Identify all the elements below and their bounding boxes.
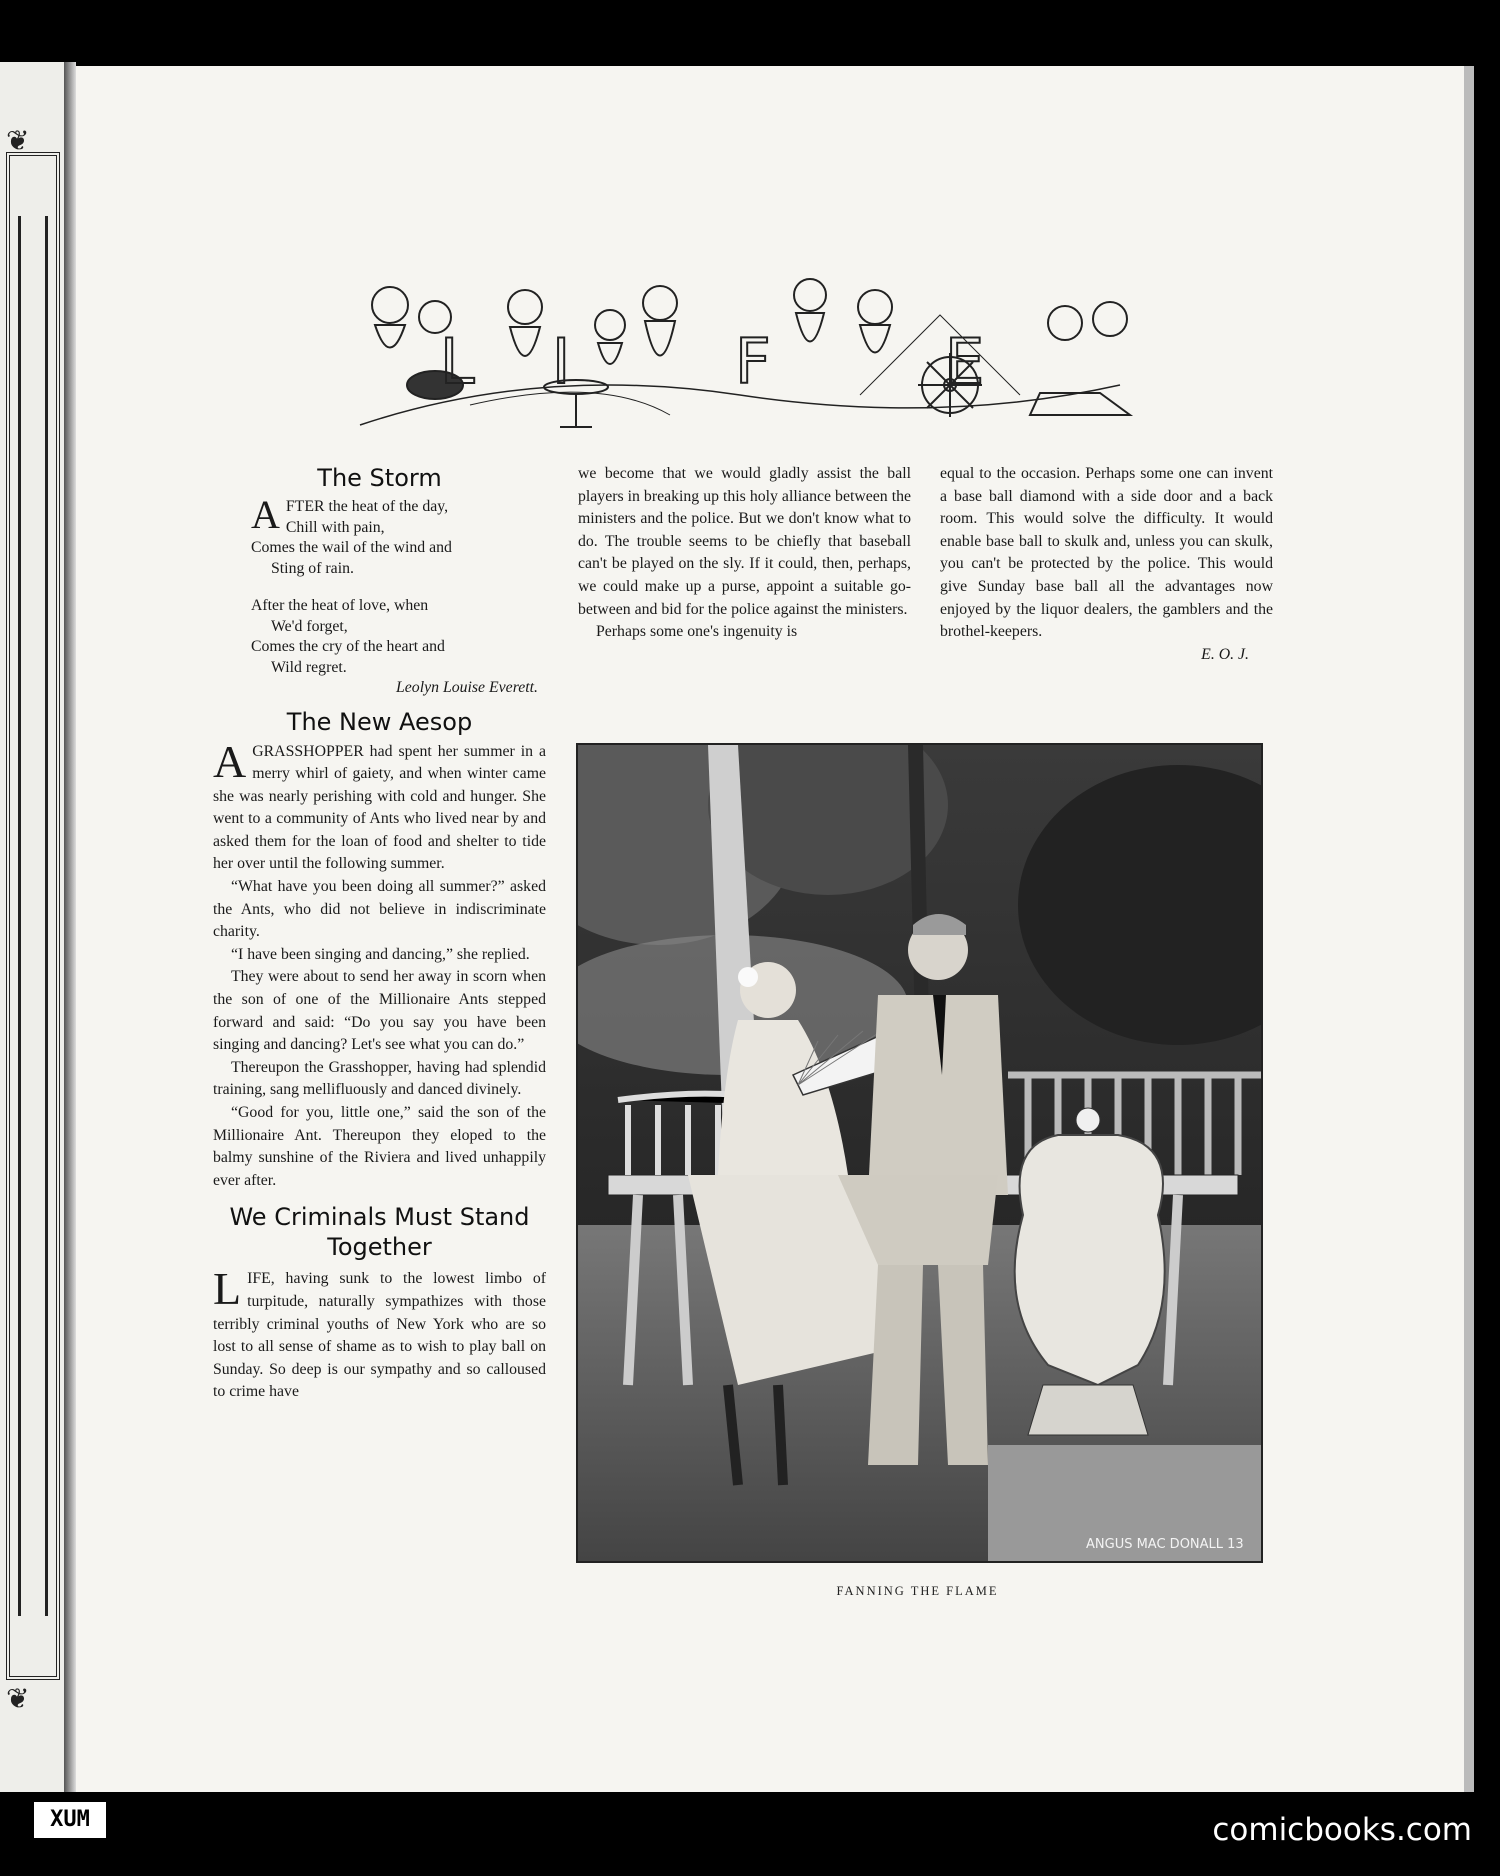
paragraph: GRASSHOPPER had spent her summer in a merry whirl of gaiety, and when winter came she was nearly perishing with cold and hunger. She went to a community of Ants who lived near by and asked them for the loan of food and shelter to tide her over until the following summer. xyxy=(213,742,546,873)
aesop-body xyxy=(213,735,546,1193)
poem-line: Comes the cry of the heart and xyxy=(251,638,445,655)
book-spine xyxy=(64,62,76,1792)
banner-letter: F xyxy=(735,325,771,398)
column-1 xyxy=(213,463,546,1404)
storm-title: The Storm xyxy=(317,464,442,492)
fleuron-icon: ❦ xyxy=(6,126,30,157)
paragraph: “I have been singing and dancing,” she replied. xyxy=(231,945,530,963)
ornamental-border xyxy=(6,152,60,1680)
poem-signature: Leolyn Louise Everett. xyxy=(396,679,538,696)
artist-signature: ANGUS MAC DONALL 13 xyxy=(1086,1537,1244,1552)
poem-line: Comes the wail of the wind and xyxy=(251,539,452,556)
column-2 xyxy=(578,463,911,644)
paragraph: Perhaps some one's ingenuity is xyxy=(596,623,798,641)
drop-cap: A xyxy=(251,492,280,537)
poem-line: We'd forget, xyxy=(271,617,348,635)
column-3 xyxy=(940,463,1273,666)
poem-line: Chill with pain, xyxy=(285,518,385,536)
poem-line: FTER the heat of the day, xyxy=(285,498,449,515)
poem-line: After the heat of love, when xyxy=(251,597,429,614)
scan-tag: XUM xyxy=(34,1802,106,1838)
banner-letter: I xyxy=(552,325,571,398)
drop-cap: L xyxy=(213,1263,242,1315)
paragraph: “What have you been doing all summer?” asked the Ants, who did not believe in indiscriminate charity. xyxy=(213,878,546,941)
criminals-body xyxy=(213,1263,546,1404)
illustration-art xyxy=(578,745,1261,1561)
life-banner xyxy=(340,275,1140,440)
facing-page-edge xyxy=(0,62,64,1792)
poem-line: Wild regret. xyxy=(271,658,347,676)
paragraph: Thereupon the Grasshopper, having had splendid training, sang mellifluously and danced divinely. xyxy=(213,1058,546,1099)
paragraph: IFE, having sunk to the lowest limbo of turpitude, naturally sympathizes with those terribly criminal youths of New York who are so lost to all sense of shame as to wish to play ball on Sunday. So deep is our sympathy and so calloused to crime have xyxy=(213,1270,546,1401)
banner-letter: L xyxy=(440,325,475,398)
illustration-caption: FANNING THE FLAME xyxy=(836,1584,999,1598)
criminals-title: We Criminals Must Stand Together xyxy=(229,1203,530,1262)
paragraph: They were about to send her away in scorn when the son of one of the Millionaire Ants stepped forward and said: “Do you say you have been singing and dancing? Let's see what you can do.” xyxy=(213,968,546,1054)
article-signature: E. O. J. xyxy=(1201,645,1249,663)
poem-line: Sting of rain. xyxy=(271,559,354,577)
fleuron-icon: ❦ xyxy=(6,1684,30,1715)
paragraph: “Good for you, little one,” said the son of the Millionaire Ant. Thereupon they eloped to the balmy sunshine of the Riviera and lived unhappily ever after. xyxy=(213,1104,546,1189)
paragraph: we become that we would gladly assist the ball players in breaking up this holy alliance between the ministers and the police. But we don't know what to do. The trouble seems to be chiefly that baseball can't be played on the sly. If it could, then, perhaps, we could make up a purse, appoint a suitable go-between and bid for the police against the ministers. xyxy=(578,465,911,618)
watermark: comicbooks.com xyxy=(1212,1812,1472,1848)
storm-poem xyxy=(213,492,546,699)
drop-cap: A xyxy=(213,735,247,787)
paragraph: equal to the occasion. Perhaps some one can invent a base ball diamond with a side door and a back room. This would solve the difficulty. It would enable base ball to skulk and, unless you can skulk, you can't be protected by the police. This would give Sunday base ball all the advantages now enjoyed by the liquor dealers, the gamblers and the brothel-keepers. xyxy=(940,465,1273,641)
illustration-fanning-the-flame xyxy=(576,743,1263,1563)
aesop-title: The New Aesop xyxy=(286,707,473,736)
page-edge xyxy=(1464,66,1474,1792)
banner-letter: E xyxy=(945,325,985,398)
